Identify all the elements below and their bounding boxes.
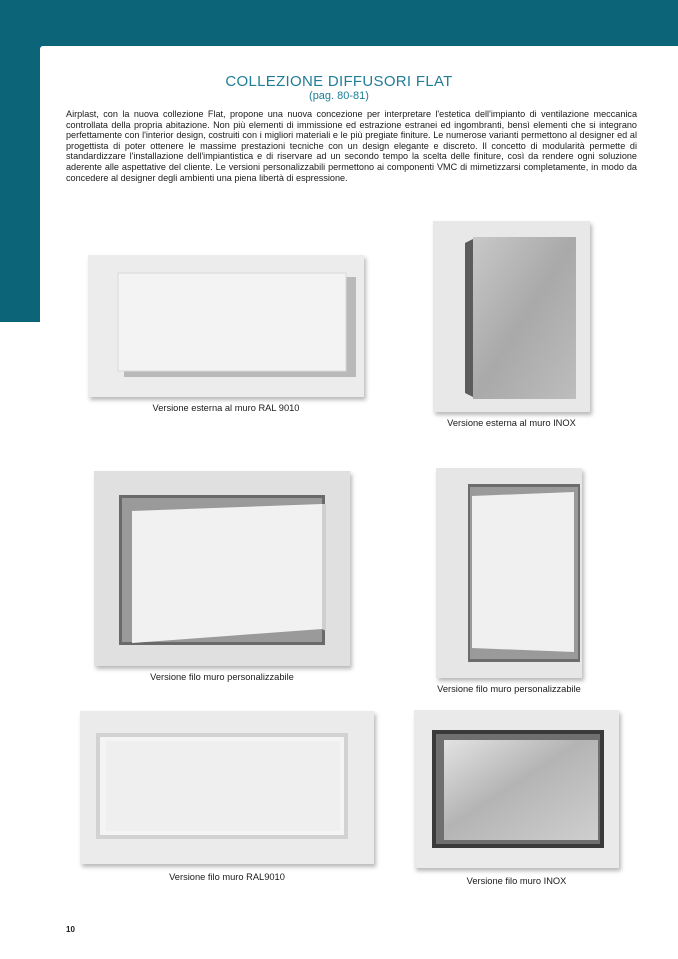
- intro-paragraph: Airplast, con la nuova collezione Flat, propone una nuova concezione per interpretare l'estetica dell'impianto di ventilazione meccanica controllata della propria abitazione. Non più elementi di immissione ed estrazione estranei ed ingombranti, bensì elementi che si integrano perfettamente con l'interior design, costruiti con i migliori materiali e le più pregiate finiture. Le numerose varianti permettono al designer ed al progettista di poter ottenere le massime prestazioni tecniche con un design elegante e discreto. Il concetto di modularità permette di standardizzare l'installazione dell'impiantistica e di riservare ad un secondo tempo la scelta delle finiture, così da rendere ogni soluzione aderente alle aspettative del cliente. Le versioni personalizzabili permettono ai componenti VMC di mimetizzarsi completamente, in modo da concedere al designer degli ambienti una piena libertà di espressione.: [66, 109, 637, 183]
- product-photo-external-inox: [433, 221, 590, 412]
- caption-flush-inox: Versione filo muro INOX: [466, 876, 567, 886]
- header-band: [0, 0, 678, 47]
- caption-external-inox: Versione esterna al muro INOX: [447, 418, 576, 428]
- page-title: COLLEZIONE DIFFUSORI FLAT: [225, 73, 453, 90]
- product-photo-flush-inox: [414, 710, 619, 868]
- caption-flush-ral9010: Versione filo muro RAL9010: [169, 872, 285, 882]
- product-photo-flush-custom-2: [436, 468, 582, 678]
- page-subtitle: (pag. 80-81): [309, 90, 369, 102]
- caption-flush-custom-2: Versione filo muro personalizzabile: [437, 684, 581, 694]
- caption-external-ral9010: Versione esterna al muro RAL 9010: [152, 403, 300, 413]
- caption-flush-custom-1: Versione filo muro personalizzabile: [150, 672, 294, 682]
- page-number: 10: [66, 925, 75, 934]
- side-band: [0, 0, 42, 322]
- product-photo-flush-custom-1: [94, 471, 350, 666]
- product-photo-flush-ral9010: [80, 711, 374, 864]
- product-photo-external-ral9010: [88, 255, 364, 397]
